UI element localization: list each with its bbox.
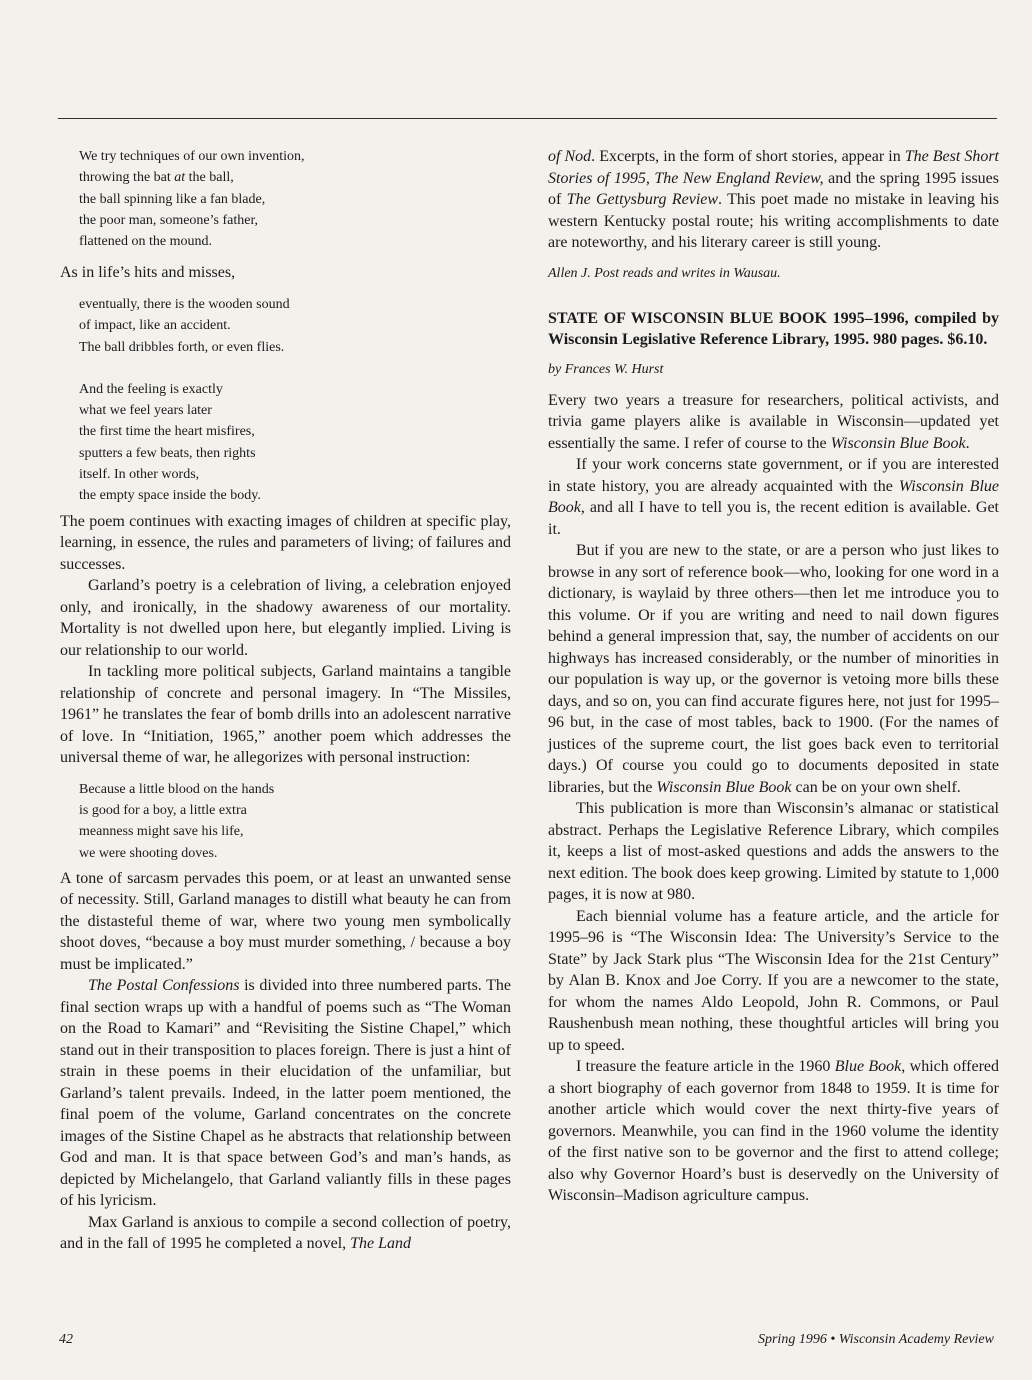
continued-paragraph: of Nod. Excerpts, in the form of short stories, appear in The Best Short Stories of 1995, The New England Review, and the spring 1995 issues of The Gettysburg Review. This poet made no mistake in leaving his western Kentucky postal route; his writing accomplishments to date are noteworthy, and his literary career is still young. [548,148,1000,251]
verse-line: The ball dribbles forth, or even flies. [79,339,285,355]
body-paragraph: This publication is more than Wisconsin’s almanac or statistical abstract. Perhaps the Legislative Reference Library, which compiles it, keeps a list of most-asked questions and adds the answers to the next edition. The book does keep growing. Limited by statute to 1,000 pages, it is now at 980. [548,800,999,903]
poem-excerpt-1 [60,146,511,252]
verse-line: the first time the heart misfires, [79,424,255,440]
running-footer [758,1332,994,1348]
body-paragraph: A tone of sarcasm pervades this poem, or at least an unwanted sense of necessity. Still, Garland manages to distill what beauty he can from the distasteful theme of war, where two young men symbolically shoot doves, “because a boy must murder something, / because a boy must be implicated.” [60,869,511,973]
verse-line: itself. In other words, [79,467,200,483]
right-column [548,146,999,1207]
body-paragraph: Every two years a treasure for researchers, political activists, and trivia game players alike is available in Wisconsin—updated yet essentially the same. I refer of course to the Wisconsin Blue Book. [548,391,999,452]
body-paragraph: I treasure the feature article in the 1960 Blue Book, which offered a short biography of each governor from 1848 to 1959. It is time for another article which would cover the next thirty-five years of governors. Meanwhile, you can find in the 1960 volume the identity of the first native son to be governor and the first to attend college; also why Governor Hoard’s bust is deservedly on the University of Wisconsin–Madison agriculture campus. [548,1058,1000,1204]
body-paragraph: Max Garland is anxious to compile a second collection of poetry, and in the fall of 1995 he completed a novel, The Land [60,1213,511,1253]
verse-line: We try techniques of our own invention, [79,149,305,164]
verse-line: the empty space inside the body. [79,488,261,504]
verse-line: Because a little blood on the hands [79,781,275,797]
body-paragraph: Each biennial volume has a feature article, and the article for 1995–96 is “The Wisconsin Idea: The University’s Service to the State” by Jack Stark plus “The Wisconsin Idea for the 21st Century” by Alan B. Knox and Joe Corry. If you are a newcomer to the state, for whom the names Aldo Leopold, John R. Commons, or Paul Raushenbush mean nothing, these thoughtful articles will bring you up to speed. [548,907,999,1054]
body-paragraph: If your work concerns state government, or if you are interested in state history, you are already acquainted with the Wisconsin Blue Book, and all I have to tell you is, the recent edition is available. Get it. [548,456,999,538]
verse-line: the ball spinning like a fan blade, [79,191,266,207]
left-column [60,146,511,1255]
verse-line: we were shooting doves. [79,845,218,861]
poem-bridge-text: As in life’s hits and misses, [60,264,236,282]
poem-excerpt-1b [60,294,511,507]
header-rule [58,118,997,119]
publication-name: Wisconsin Academy Review [838,1332,994,1347]
body-paragraph: In tackling more political subjects, Garland maintains a tangible relationship of concrete and personal imagery. In “The Missiles, 1961” he translates the fear of bomb drills into an adolescent narrative of love. In “Initiation, 1965,” another poem which addresses the universal theme of war, he allegorizes with personal instruction: [60,663,511,767]
verse-line: And the feeling is exactly [79,381,223,397]
verse-line: is good for a boy, a little extra [79,802,247,818]
verse-line: the poor man, someone’s father, [79,212,259,228]
verse-line: eventually, there is the wooden sound [79,296,290,312]
verse-line: what we feel years later [79,403,212,419]
page-number: 42 [59,1332,73,1347]
review-byline: by Frances W. Hurst [548,361,664,377]
verse-line: throwing the bat at the ball, [79,170,234,186]
body-paragraph: Garland’s poetry is a celebration of living, a celebration enjoyed only, and ironically, in the shadowy awareness of our mortality. Mortality is not dwelled upon here, but elegantly implied. Living is our relationship to our world. [60,577,511,659]
verse-line: flattened on the mound. [79,234,212,250]
body-paragraph: The poem continues with exacting images of children at specific play, learning, in essence, the rules and parameters of living; of failures and successes. [60,512,511,573]
reviewer-note: Allen J. Post reads and writes in Wausau. [548,265,781,281]
poem-excerpt-2 [60,779,511,864]
issue-date: Spring 1996 [757,1332,827,1347]
body-paragraph: But if you are new to the state, or are a person who just likes to browse in any sort of reference book—who, looking for one word in a dictionary, is waylaid by three others—then let me introduce you to this volume. Or if you are writing and need to nail down figures behind a general impression that, say, the number of accidents on our highways has increased considerably, or the number of minorities in our population is way up, or the governor is vetoing more bills these days, and so on, you can find accurate figures here, not just for 1995–96 but, in the case of most tables, back to 1900. (For the names of justices of the supreme court, the list goes back even to territorial days.) Of course you could go to documents deposited in state libraries, but the Wisconsin Blue Book can be on your own shelf. [548,542,999,796]
body-paragraph: The Postal Confessions is divided into three numbered parts. The final section wraps up with a handful of poems such as “The Woman on the Road to Kamari” and “Revisiting the Sistine Chapel,” which stand out in their transposition to places foreign. There is just a hint of strain in these poems in their elucidation of the unfamiliar, but Garland’s talent prevails. Indeed, in the latter poem mentioned, the final poem of the volume, Garland concentrates on the concrete images of the Sistine Chapel as he abstracts that relationship between God and man. It is that space between God’s and man’s hands, as depicted by Michelangelo, that Garland valiantly fills in these pages of his lyricism. [60,977,512,1210]
footer-separator: • [830,1332,836,1347]
review-heading: STATE OF WISCONSIN BLUE BOOK 1995–1996, compiled by Wisconsin Legislative Reference Library, 1995. 980 pages. $6.10. [548,309,999,348]
verse-line: meanness might save his life, [79,824,244,840]
verse-line: of impact, like an accident. [79,318,231,334]
verse-line: sputters a few beats, then rights [79,445,256,461]
